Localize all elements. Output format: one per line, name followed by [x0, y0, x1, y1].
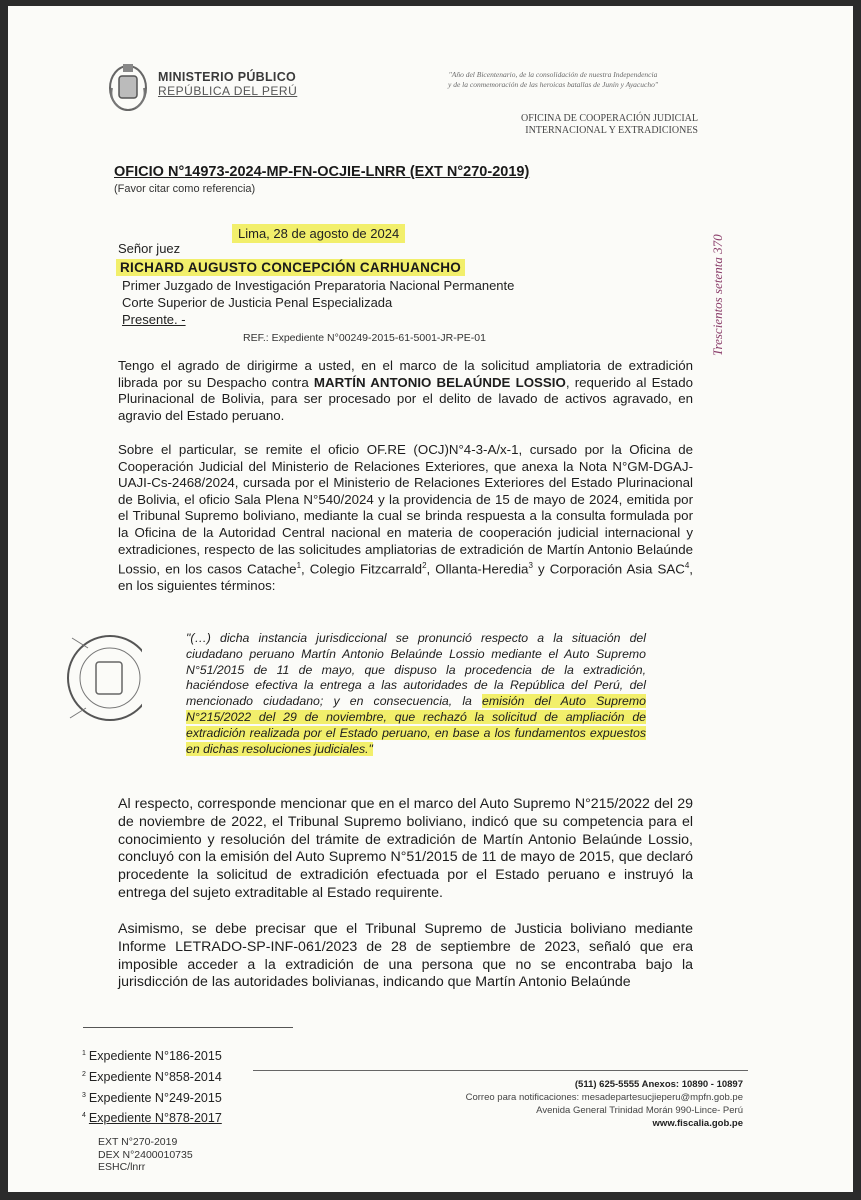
- paragraph-1: Tengo el agrado de dirigirme a usted, en el marco de la solicitud ampliatoria de extradición librada por su Despacho contra MARTÍN ANTONIO BELAÚNDE LOSSIO, requerido al Estado Plurinacional de Bolivia, para ser procesado por el delito de lavado de activos agravado, en agravio del Estado peruano.: [118, 358, 693, 423]
- file-codes: EXT N°270-2019 DEX N°2400010735 ESHC/lnrr: [98, 1136, 193, 1173]
- footnotes: [82, 1045, 222, 1128]
- office-name: OFICINA DE COOPERACIÓN JUDICIAL INTERNACIONAL Y EXTRADICIONES: [521, 113, 698, 136]
- oficio-number: OFICIO N°14973-2024-MP-FN-OCJIE-LNRR (EXT N°270-2019): [114, 164, 530, 180]
- org-name: MINISTERIO PÚBLICO: [158, 70, 297, 84]
- year-motto: "Año del Bicentenario, de la consolidación de nuestra Independencia y de la conmemoración de las heroicas batallas de Junín y Ayacucho": [448, 70, 658, 89]
- footnote: $^4$ Expediente N°878-2017: [82, 1111, 222, 1126]
- page-number-mark: Trescientos setenta 370: [710, 234, 725, 356]
- footnote-separator: [83, 1027, 293, 1028]
- paragraph-4: Asimismo, se debe precisar que el Tribunal Supremo de Justicia boliviano mediante Informe LETRADO-SP-INF-061/2023 de 28 de septiembre de 2023, señaló que era imposible acceder a la extradición de una persona que no se encontraba bajo la jurisdicción de las autoridades bolivianas, indicando que Martín Antonio Belaúnde: [118, 921, 693, 991]
- org-subtitle: REPÚBLICA DEL PERÚ: [158, 84, 298, 98]
- recipient-name: RICHARD AUGUSTO CONCEPCIÓN CARHUANCHO: [116, 259, 465, 276]
- footnote: $^2$ Expediente N°858-2014: [82, 1069, 222, 1084]
- footnote: $^3$ Expediente N°249-2015: [82, 1090, 222, 1105]
- paragraph-3: Al respecto, corresponde mencionar que en el marco del Auto Supremo N°215/2022 del 29 de noviembre de 2022, el Tribunal Supremo boliviano, indicó que su competencia para el conocimiento y resolución del trámite de extradición de Martín Antonio Belaúnde Lossio, concluyó con la emisión del Auto Supremo N°51/2015 de 11 de mayo de 2015, que declaró procedente la solicitud de extradición efectuada por el Estado peruano e instruyó la entrega del sujeto extraditable al Estado requirente.: [118, 796, 693, 901]
- letter-date: Lima, 28 de agosto de 2024: [232, 224, 405, 243]
- footer-separator: [253, 1070, 748, 1071]
- footnote: $^1$ Expediente N°186-2015: [82, 1049, 222, 1064]
- footer-contact: (511) 625-5555 Anexos: 10890 - 10897 Correo para notificaciones: mesadepartesucjieperu@mpfn.gob.pe Avenida General Trinidad Morán 990-Lince- Perú www.fiscalia.gob.pe: [465, 1079, 743, 1129]
- office-stamp: [58, 618, 142, 738]
- salutation: Señor juez: [118, 241, 181, 256]
- quoted-excerpt: "(…) dicha instancia jurisdiccional se pronunció respecto a la situación del ciudadano peruano Martín Antonio Belaúnde Lossio mediante el Auto Supremo N°51/2015 de 11 de mayo, que dispuso la procedencia de la extradición, haciéndose efectiva la entrega a las autoridades de la República del Perú, del mencionado ciudadano; y en consecuencia, la emisión del Auto Supremo N°215/2022 del 29 de noviembre, que rechazó la solicitud de ampliación de extradición realizada por el Estado peruano, en base a los fundamentos expuestos en dichas resoluciones judiciales.": [186, 631, 646, 756]
- document-page: [8, 6, 853, 1192]
- coat-of-arms-logo: [106, 58, 150, 114]
- reference-note: (Favor citar como referencia): [114, 183, 256, 195]
- website-link[interactable]: www.fiscalia.gob.pe: [652, 1118, 743, 1129]
- recipient-address: Primer Juzgado de Investigación Preparatoria Nacional Permanente Corte Superior de Justicia Penal Especializada Presente. -: [122, 278, 515, 327]
- paragraph-2: Sobre el particular, se remite el oficio OF.RE (OCJ)N°4-3-A/x-1, cursado por la Oficina de Cooperación Judicial del Ministerio de Relaciones Exteriores, que anexa la Nota N°GM-DGAJ-UAJI-Cs-2468/2024, cursada por el Ministerio de Relaciones Exteriores del Estado Plurinacional de Bolivia, el oficio Sala Plena N°540/2024 y la providencia de 15 de mayo de 2024, emitida por el Tribunal Supremo boliviano, mediante la cual se brinda respuesta a la consulta formulada por la Oficina de la Autoridad Central nacional en materia de cooperación judicial internacional y extradiciones, respecto de las solicitudes ampliatorias de extradición de Martín Antonio Belaúnde Lossio, en los casos Catache$^1$, Colegio Fitzcarrald$^2$, Ollanta-Heredia$^3$ y Corporación Asia SAC$^4$, en los siguientes términos:: [118, 442, 693, 594]
- reference-line: REF.: Expediente N°00249-2015-61-5001-JR-PE-01: [243, 332, 486, 344]
